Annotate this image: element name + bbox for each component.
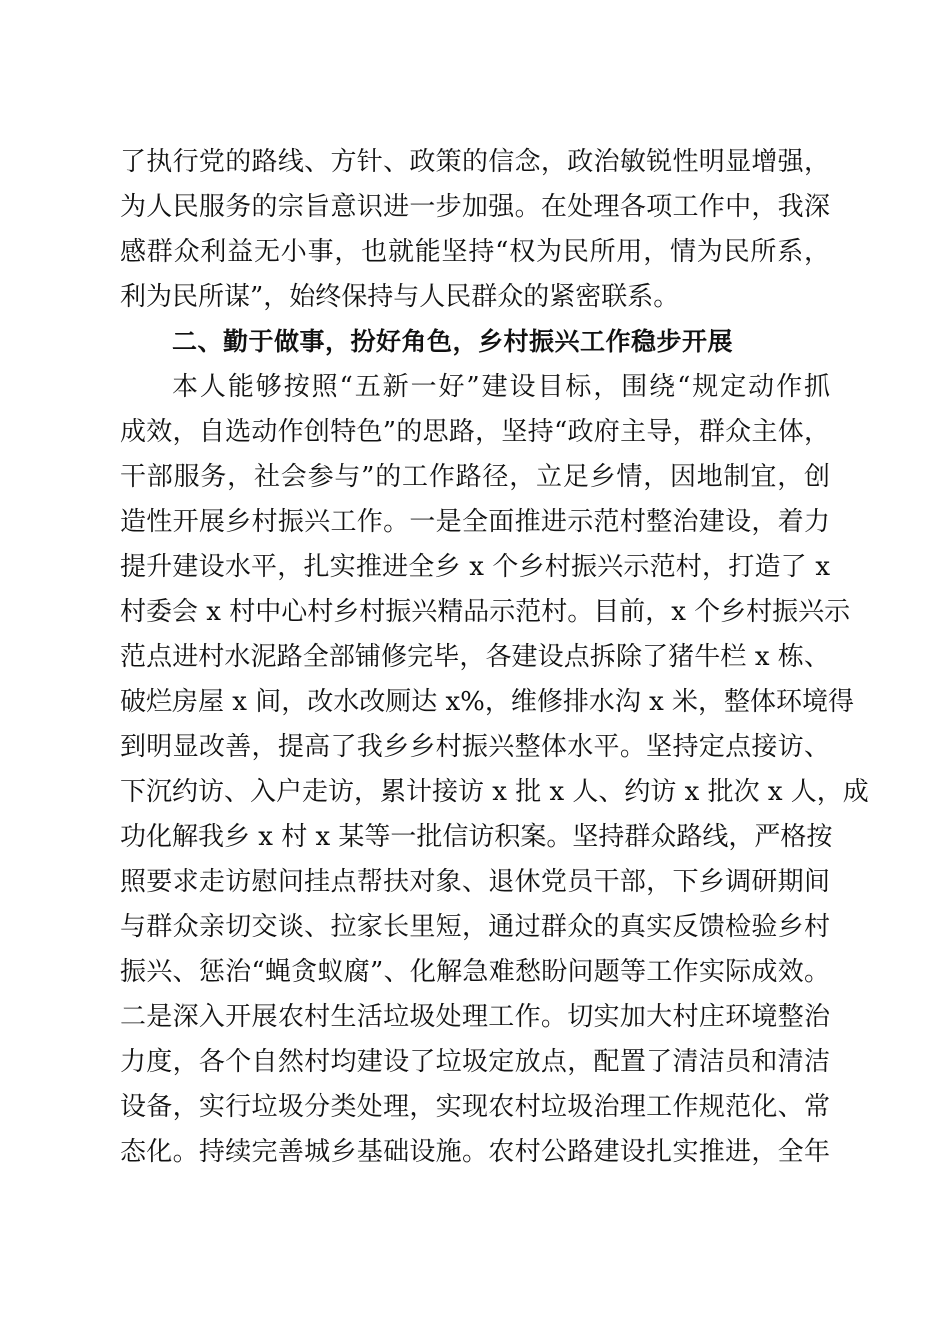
body-line-18: 态化。持续完善城乡基础设施。农村公路建设扎实推进，全年 bbox=[120, 1137, 830, 1167]
body-line-7: 范点进村水泥路全部铺修完毕，各建设点拆除了猪牛栏 x 栋、 bbox=[120, 642, 830, 672]
body-line-1: 本人能够按照“五新一好”建设目标，围绕“规定动作抓 bbox=[172, 372, 830, 402]
intro-line-1: 了执行党的路线、方针、政策的信念，政治敏锐性明显增强， bbox=[120, 147, 830, 177]
body-line-6: 村委会 x 村中心村乡村振兴精品示范村。目前，x 个乡村振兴示 bbox=[120, 597, 851, 627]
body-line-14: 振兴、惩治“蝇贪蚁腐”、化解急难愁盼问题等工作实际成效。 bbox=[120, 957, 830, 987]
body-line-9: 到明显改善，提高了我乡乡村振兴整体水平。坚持定点接访、 bbox=[120, 732, 830, 762]
intro-line-2: 为人民服务的宗旨意识进一步加强。在处理各项工作中，我深 bbox=[120, 192, 830, 222]
body-line-5: 提升建设水平，扎实推进全乡 x 个乡村振兴示范村，打造了 x bbox=[120, 552, 830, 582]
body-line-4: 造性开展乡村振兴工作。一是全面推进示范村整治建设，着力 bbox=[120, 507, 830, 537]
section-heading: 二、勤于做事，扮好角色，乡村振兴工作稳步开展 bbox=[172, 327, 734, 356]
intro-line-4: 利为民所谋”，始终保持与人民群众的紧密联系。 bbox=[120, 282, 680, 312]
body-line-10: 下沉约访、入户走访，累计接访 x 批 x 人、约访 x 批次 x 人，成 bbox=[120, 777, 869, 807]
body-line-13: 与群众亲切交谈、拉家长里短，通过群众的真实反馈检验乡村 bbox=[120, 912, 830, 942]
body-line-2: 成效，自选动作创特色”的思路，坚持“政府主导，群众主体， bbox=[120, 417, 830, 447]
body-line-15: 二是深入开展农村生活垃圾处理工作。切实加大村庄环境整治 bbox=[120, 1002, 830, 1032]
body-line-11: 功化解我乡 x 村 x 某等一批信访积案。坚持群众路线，严格按 bbox=[120, 822, 833, 852]
body-line-8: 破烂房屋 x 间，改水改厕达 x%，维修排水沟 x 米，整体环境得 bbox=[120, 687, 855, 717]
body-line-16: 力度，各个自然村均建设了垃圾定放点，配置了清洁员和清洁 bbox=[120, 1047, 830, 1077]
body-line-17: 设备，实行垃圾分类处理，实现农村垃圾治理工作规范化、常 bbox=[120, 1092, 830, 1122]
body-line-3: 干部服务，社会参与”的工作路径，立足乡情，因地制宜，创 bbox=[120, 462, 830, 492]
body-line-12: 照要求走访慰问挂点帮扶对象、退休党员干部，下乡调研期间 bbox=[120, 867, 830, 897]
intro-line-3: 感群众利益无小事，也就能坚持“权为民所用，情为民所系， bbox=[120, 237, 830, 267]
